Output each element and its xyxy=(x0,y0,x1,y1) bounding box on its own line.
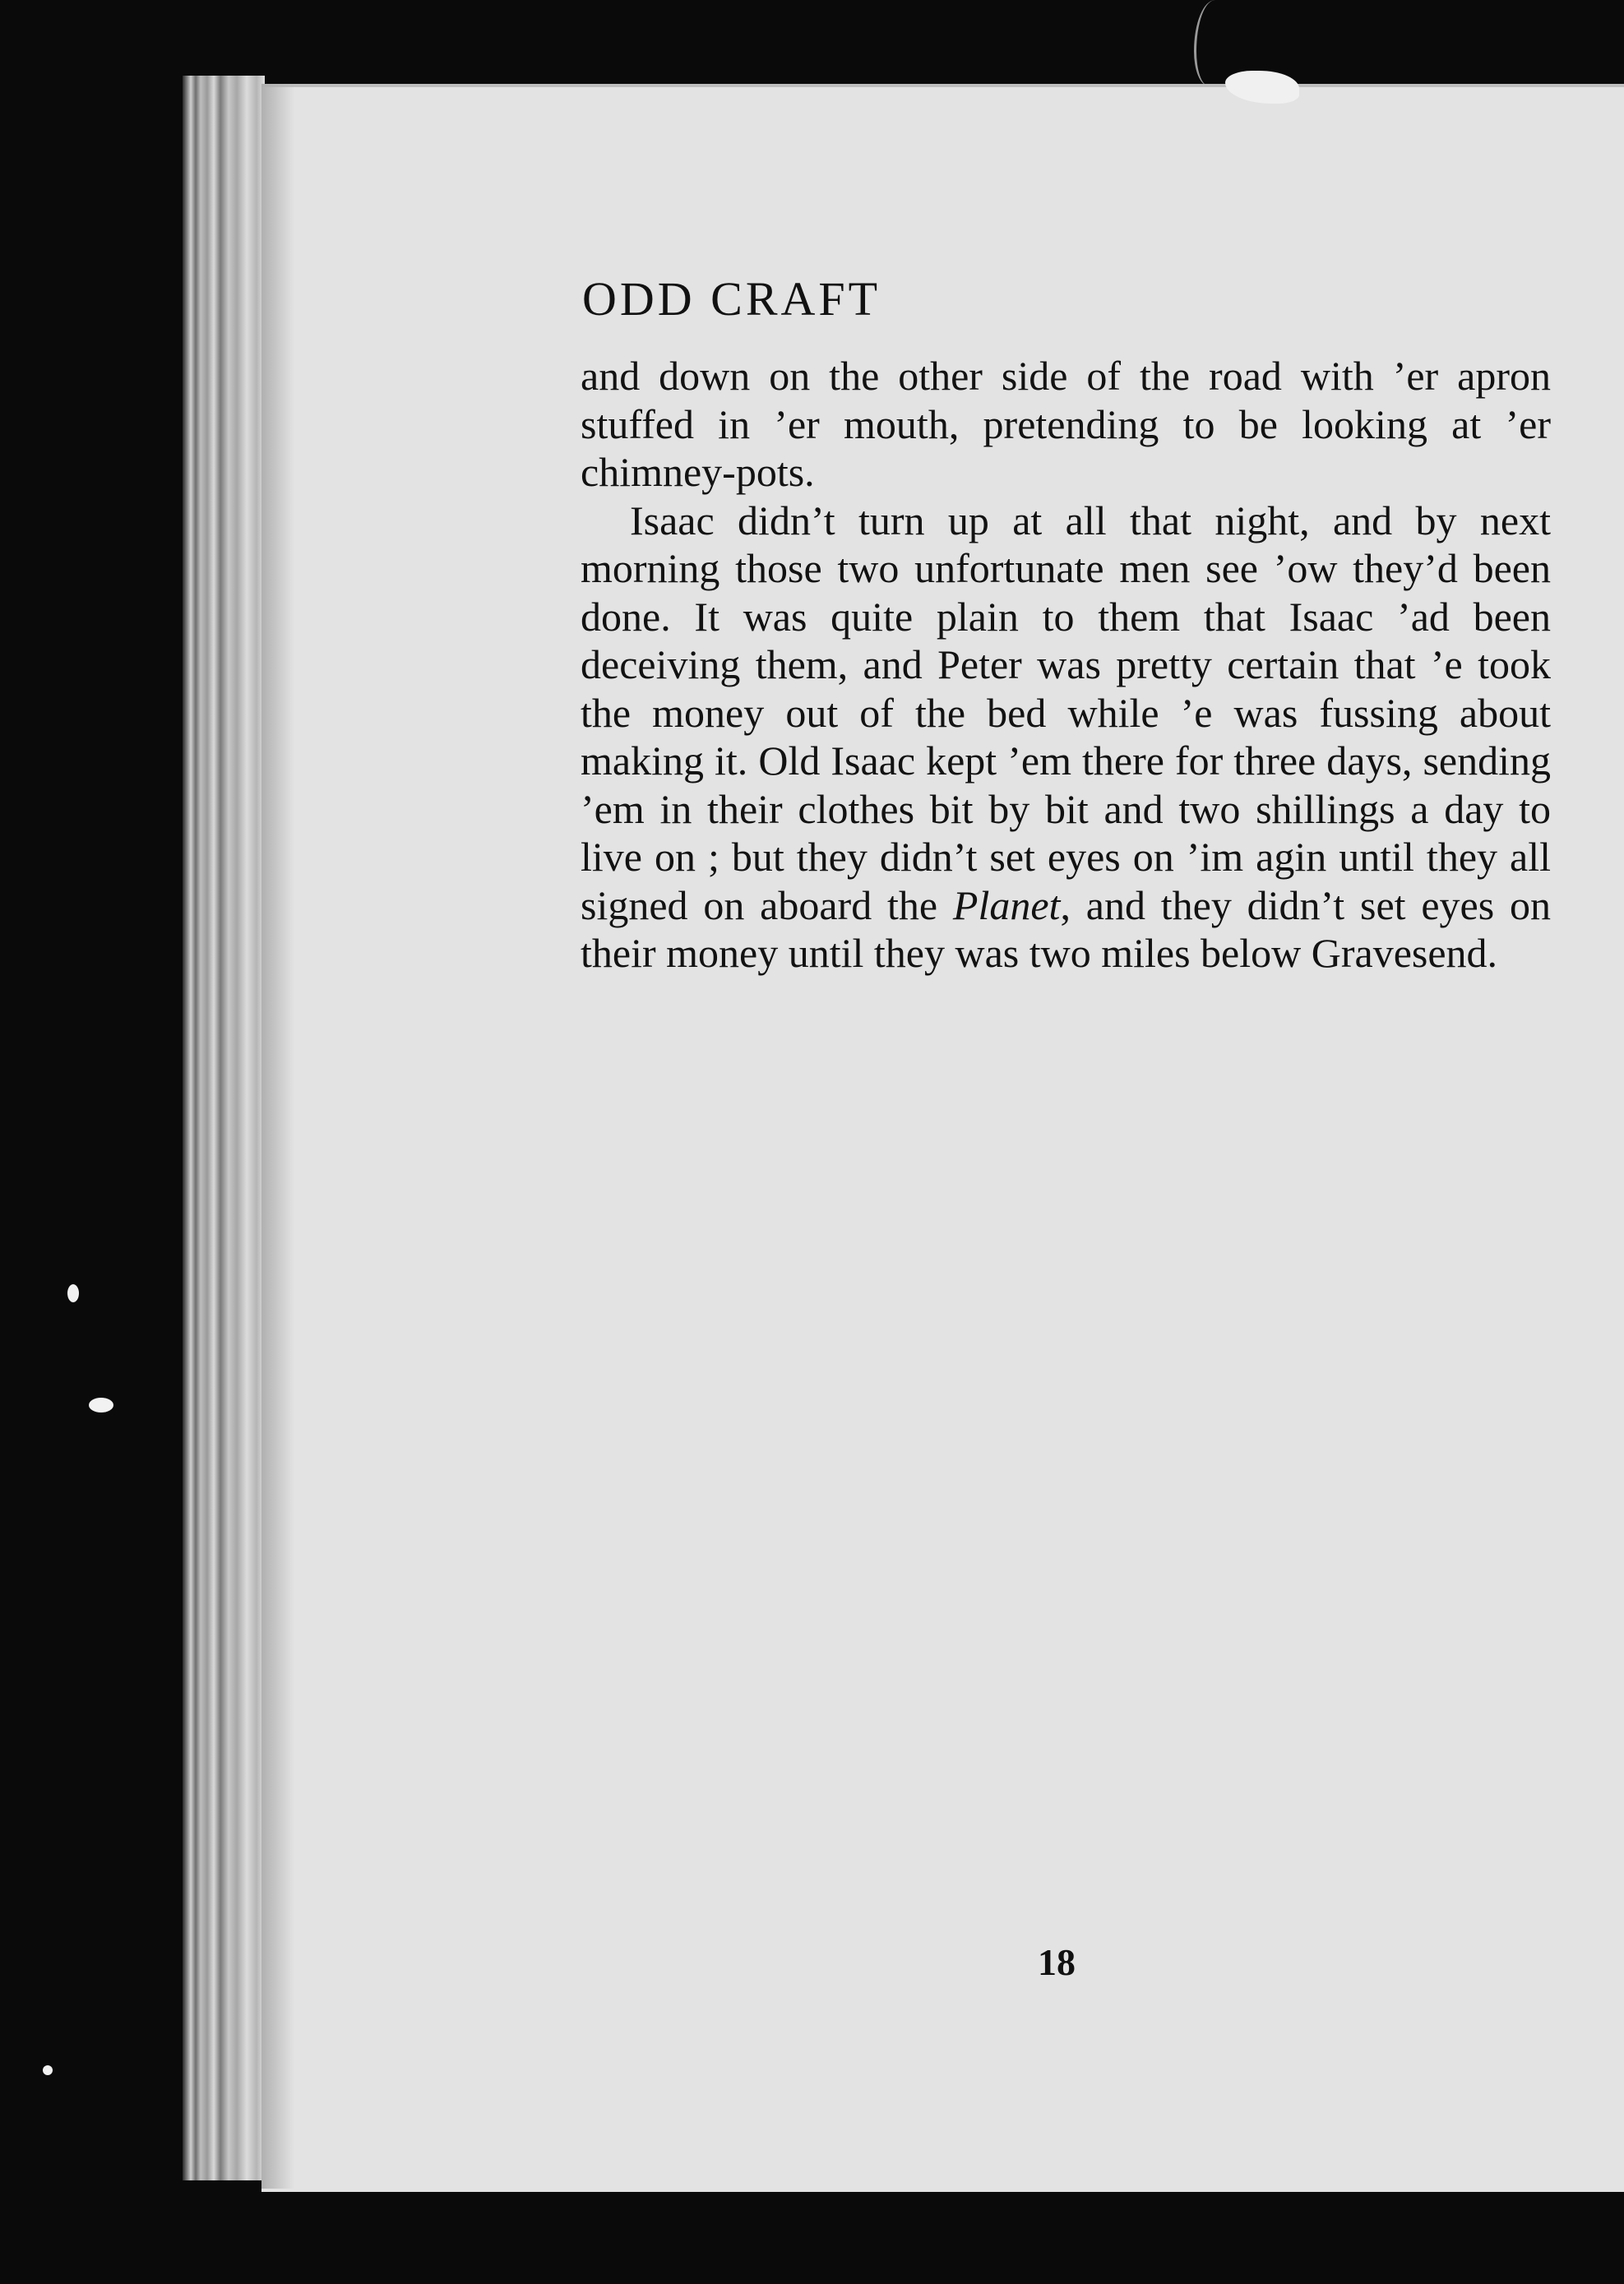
book-page-edges xyxy=(183,76,265,2180)
page-number: 18 xyxy=(1038,1941,1076,1983)
ship-name-italic: Planet xyxy=(952,881,1061,928)
scan-speck xyxy=(89,1398,113,1412)
paragraph-2-text-before: Isaac didn’t turn up at all that night, and by next morning those two unfortunate men see ’ow they’d been done. It was quite plain to them that Isaac ’ad been deceiving them, and Peter was pretty certain that ’e took the money out of the bed while ’e was fussing about making it. Old Isaac kept ’em there for three days, sending ’em in their clothes bit by bit and two shillings a day to live on ; but they didn’t set eyes on ’im agin until they all signed on aboard the xyxy=(581,497,1551,928)
paragraph-1: and down on the other side of the road with ’er apron stuffed in ’er mouth, pretending to be looking at ’er chimney-pots. xyxy=(581,353,1551,495)
paragraph-2-text-after: , and they didn’t set eyes on their money until they was two miles below Gravesend. xyxy=(581,881,1551,976)
paragraph-2 xyxy=(581,497,1551,978)
running-head: ODD CRAFT xyxy=(582,272,881,326)
scan-speck xyxy=(67,1284,79,1302)
body-text xyxy=(581,352,1551,978)
gutter-shadow xyxy=(261,84,294,2189)
scan-speck xyxy=(43,2065,53,2075)
